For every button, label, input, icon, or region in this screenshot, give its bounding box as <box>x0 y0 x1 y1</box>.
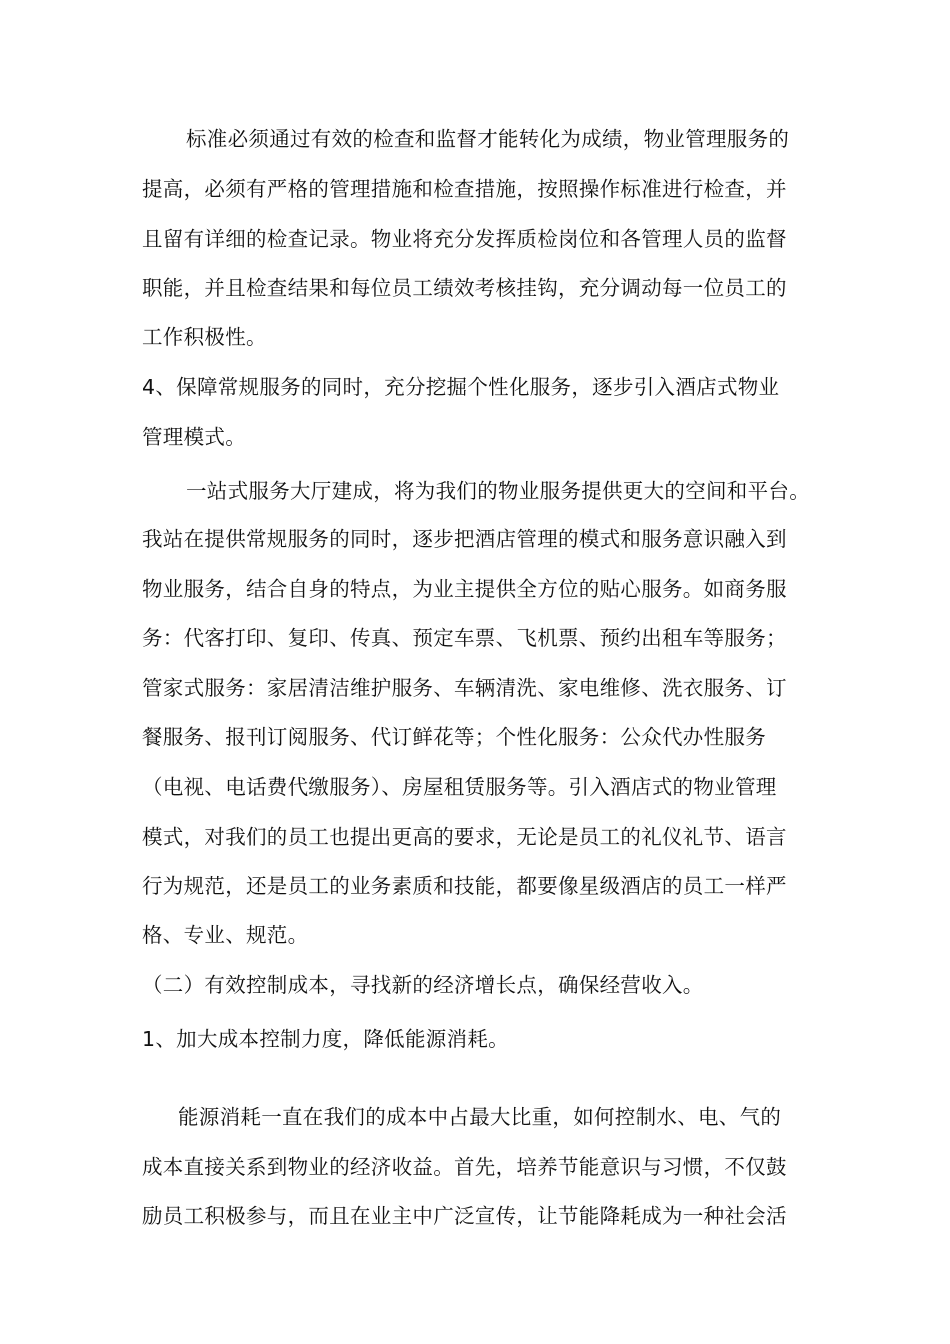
section-heading: 1、加大成本控制力度，降低能源消耗。 <box>142 1027 509 1051</box>
paragraph-line: 且留有详细的检查记录。物业将充分发挥质检岗位和各管理人员的监督 <box>142 227 787 251</box>
section-heading: （二）有效控制成本，寻找新的经济增长点，确保经营收入。 <box>142 973 704 997</box>
paragraph-line: 管家式服务：家居清洁维护服务、车辆清洗、家电维修、洗衣服务、订 <box>142 676 787 700</box>
paragraph-line: 我站在提供常规服务的同时，逐步把酒店管理的模式和服务意识融入到 <box>142 527 787 551</box>
paragraph-line: 标准必须通过有效的检查和监督才能转化为成绩，物业管理服务的 <box>186 127 790 151</box>
paragraph-line: 务：代客打印、复印、传真、预定车票、飞机票、预约出租车等服务； <box>142 626 787 650</box>
paragraph-line: 一站式服务大厅建成，将为我们的物业服务提供更大的空间和平台。 <box>186 479 810 503</box>
paragraph-line: 工作积极性。 <box>142 325 267 349</box>
paragraph-line: 物业服务，结合自身的特点，为业主提供全方位的贴心服务。如商务服 <box>142 577 787 601</box>
paragraph-line: 提高，必须有严格的管理措施和检查措施，按照操作标准进行检查，并 <box>142 177 787 201</box>
paragraph-line: （电视、电话费代缴服务）、房屋租赁服务等。引入酒店式的物业管理 <box>142 775 777 799</box>
paragraph-line: 成本直接关系到物业的经济收益。首先，培养节能意识与习惯，不仅鼓 <box>142 1155 787 1179</box>
paragraph-line: 模式，对我们的员工也提出更高的要求，无论是员工的礼仪礼节、语言 <box>142 825 787 849</box>
paragraph-line: 职能，并且检查结果和每位员工绩效考核挂钩，充分调动每一位员工的 <box>142 276 787 300</box>
paragraph-line: 励员工积极参与，而且在业主中广泛宣传，让节能降耗成为一种社会活 <box>142 1204 787 1228</box>
paragraph-line: 餐服务、报刊订阅服务、代订鲜花等；个性化服务：公众代办性服务 <box>142 725 766 749</box>
paragraph-line: 能源消耗一直在我们的成本中占最大比重，如何控制水、电、气的 <box>178 1105 782 1129</box>
paragraph-line: 行为规范，还是员工的业务素质和技能，都要像星级酒店的员工一样严 <box>142 874 787 898</box>
paragraph-line: 格、专业、规范。 <box>142 923 309 947</box>
section-heading: 管理模式。 <box>142 425 246 449</box>
section-heading: 4、保障常规服务的同时，充分挖掘个性化服务，逐步引入酒店式物业 <box>142 375 780 399</box>
